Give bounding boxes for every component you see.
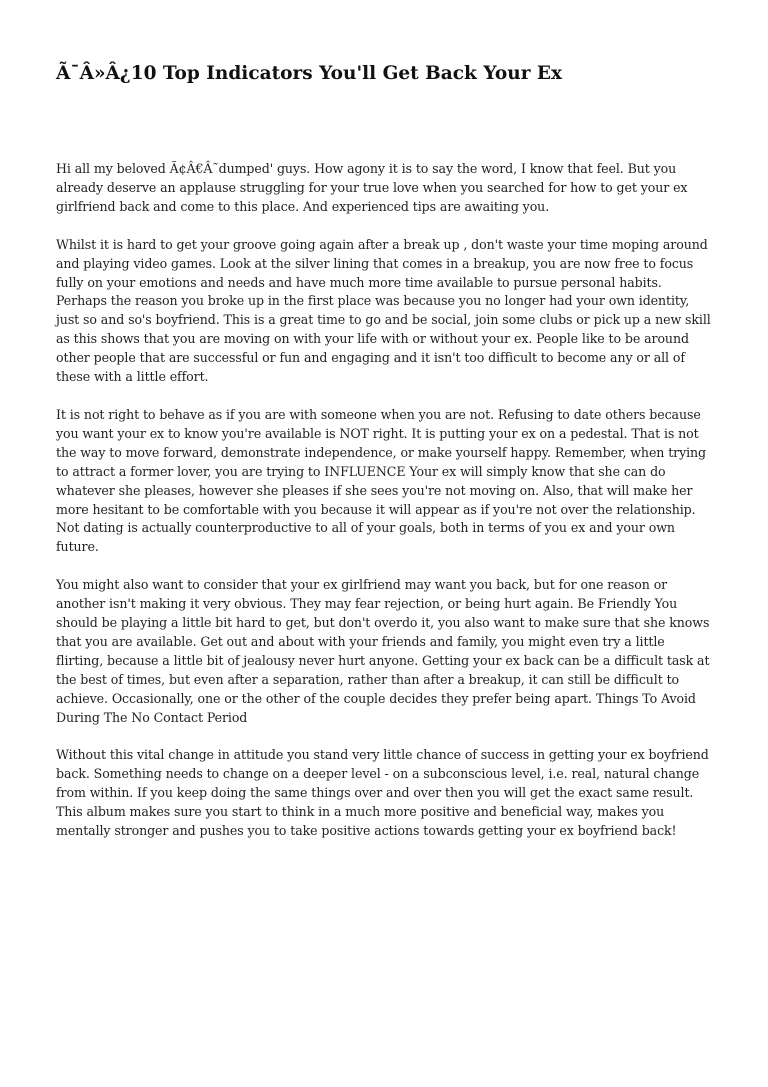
document-body [56, 160, 712, 841]
document-page [56, 60, 712, 860]
paragraph: Without this vital change in attitude you stand very little chance of success in getting your ex boyfriend back. Something needs to change on a deeper level - on a subconscious level, i.e. real, natural change from within. If you keep doing the same things over and over then you will get the exact same result. This album makes sure you start to think in a much more positive and beneficial way, makes you mentally stronger and pushes you to take positive actions towards getting your ex boyfriend back! [56, 747, 709, 839]
paragraph: Hi all my beloved Ã¢Â€Â˜dumped' guys. How agony it is to say the word, I know that feel. But you already deserve an applause struggling for your true love when you searched for how to get your ex girlfriend back and come to this place. And experienced tips are awaiting you. [56, 161, 688, 214]
paragraph: You might also want to consider that your ex girlfriend may want you back, but for one reason or another isn't making it very obvious. They may fear rejection, or being hurt again. Be Friendly You should be playing a little bit hard to get, but don't overdo it, you also want to make sure that she knows that you are available. Get out and about with your friends and family, you might even try a little flirting, because a little bit of jealousy never hurt anyone. Getting your ex back can be a difficult task at the best of times, but even after a separation, rather than after a breakup, it can still be difficult to achieve. Occasionally, one or the other of the couple decides they prefer being apart. Things To Avoid During The No Contact Period [56, 577, 710, 725]
document-title: Ã¯Â»Â¿10 Top Indicators You'll Get Back Your Ex [56, 63, 563, 84]
paragraph: It is not right to behave as if you are with someone when you are not. Refusing to date others because you want your ex to know you're available is NOT right. It is putting your ex on a pedestal. That is not the way to move forward, demonstrate independence, or make yourself happy. Remember, when trying to attract a former lover, you are trying to INFLUENCE Your ex will simply know that she can do whatever she pleases, however she pleases if she sees you're not moving on. Also, that will make her more hesitant to be comfortable with you because it will appear as if you're not over the relationship. Not dating is actually counterproductive to all of your goals, both in terms of you ex and your own future. [56, 406, 707, 555]
paragraph: Whilst it is hard to get your groove going again after a break up , don't waste your time moping around and playing video games. Look at the silver lining that comes in a breakup, you are now free to focus fully on your emotions and needs and have much more time available to pursue personal habits. Perhaps the reason you broke up in the first place was because you no longer had your own identity, just so and so's boyfriend. This is a great time to go and be social, join some clubs or pick up a new skill as this shows that you are moving on with your life with or without your ex. People like to be around other people that are successful or fun and engaging and it isn't too difficult to become any or all of these with a little effort. [56, 236, 711, 385]
